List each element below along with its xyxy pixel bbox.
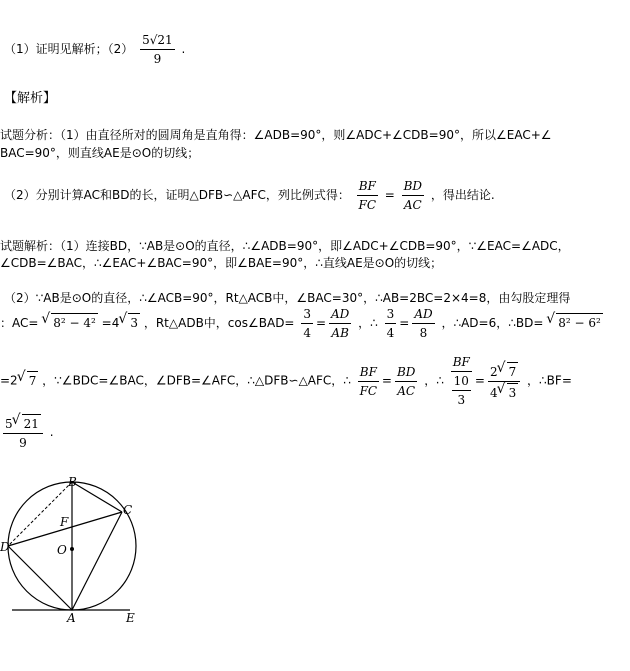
radicand: 3 bbox=[128, 313, 140, 331]
analysis-line-3-pre: （2）分别计算AC和BD的长，证明△DFB∽△AFC，列比例式得： bbox=[4, 188, 350, 202]
frac-num: BD bbox=[395, 364, 417, 382]
frac-den: 4 bbox=[386, 326, 395, 340]
analysis-line-3-post: ，得出结论. bbox=[430, 188, 495, 202]
frac-bd-ac bbox=[395, 364, 417, 399]
solution-line-1: 试题解析：（1）连接BD，∵AB是⊙O的直径，∴∠ADB=90°，即∠ADC+∠CDB=90°，∵∠EAC=∠ADC， bbox=[0, 239, 570, 253]
text: ，∴ bbox=[424, 373, 444, 388]
text: ，∴AD=6，∴BD= bbox=[441, 316, 544, 330]
sqrt bbox=[498, 362, 519, 380]
frac-ad-8 bbox=[412, 306, 434, 341]
radicand: 8² − 6² bbox=[556, 313, 603, 331]
frac-den: AC bbox=[403, 198, 422, 212]
label-b: B bbox=[68, 475, 77, 489]
analysis-line-3 bbox=[4, 178, 495, 213]
frac-den: 3 bbox=[457, 393, 466, 407]
label-d: D bbox=[0, 540, 10, 554]
answer-fraction bbox=[140, 32, 175, 67]
answer-frac-den: 9 bbox=[153, 52, 162, 66]
frac-den: AC bbox=[397, 383, 416, 398]
solution-line-5: =2√ 7 ，∵∠BDC=∠BAC，∠DFB=∠AFC，∴△DFB∽△AFC，∴ $\frac{BF}{FC}$ = $\frac{BD}{AC}$ ，∴ $\frac{BF}{\frac{10}{3}}$ = $\frac{2√ 7}{4√ 3}$ ，∴BF= bbox=[0, 354, 572, 408]
analysis-heading: 【解析】 bbox=[4, 91, 57, 106]
frac-3-4-b bbox=[385, 306, 397, 341]
analysis-line-1: 试题分析：（1）由直径所对的圆周角是直角得：∠ADB=90°，则∠ADC+∠CDB=90°，所以∠EAC+∠ bbox=[0, 128, 552, 142]
frac-den: AB bbox=[331, 326, 349, 340]
analysis-line-2: BAC=90°，则直线AE是⊙O的切线； bbox=[0, 146, 200, 160]
sqrt-bd bbox=[547, 313, 603, 331]
equals-sign: = bbox=[384, 188, 395, 202]
frac-num: BD bbox=[402, 178, 424, 196]
answer-frac-num: 5√21 bbox=[140, 32, 175, 50]
frac-bf-fc bbox=[358, 364, 379, 399]
frac-den: 4 bbox=[303, 326, 311, 340]
answer-line bbox=[4, 32, 185, 67]
coef: 4 bbox=[489, 385, 498, 400]
coef: 2 bbox=[489, 364, 498, 379]
frac-num: AD bbox=[329, 306, 351, 324]
frac-den-compound bbox=[451, 372, 472, 408]
final-answer bbox=[0, 414, 54, 451]
text: =4 bbox=[101, 316, 120, 330]
radicand: 7 bbox=[27, 371, 39, 389]
text: ，Rt△ADB中，cos∠BAD= bbox=[143, 316, 295, 330]
label-e: E bbox=[126, 611, 135, 625]
frac-num: AD bbox=[412, 306, 434, 324]
solution-line-3: （2）∵AB是⊙O的直径，∴∠ACB=90°，Rt△ACB中，∠BAC=30°，∴AB=2BC=2×4=8，由勾股定理得 bbox=[4, 291, 571, 305]
geometry-diagram bbox=[0, 475, 160, 635]
frac-ad-ab bbox=[329, 306, 351, 341]
text: =2 bbox=[0, 373, 18, 388]
frac-10-3 bbox=[452, 373, 471, 408]
frac-2sqrt7-4sqrt3 bbox=[488, 362, 520, 401]
radicand: 3 bbox=[507, 383, 519, 401]
answer-part1: （1）证明见解析；（2） bbox=[4, 42, 134, 56]
label-o: O bbox=[57, 543, 67, 557]
coef: 5 bbox=[5, 417, 13, 431]
answer-end: . bbox=[181, 42, 186, 56]
frac-den: 9 bbox=[19, 436, 27, 450]
frac-num: BF bbox=[358, 364, 379, 382]
frac-den: 8 bbox=[419, 326, 428, 340]
label-a: A bbox=[67, 611, 76, 625]
frac-num: 3 bbox=[385, 306, 397, 324]
text: ，∴ bbox=[358, 316, 378, 330]
final-fraction bbox=[3, 414, 43, 451]
center-dot bbox=[70, 547, 74, 551]
frac-num: 10 bbox=[452, 373, 471, 391]
label-f: F bbox=[60, 515, 69, 529]
solution-line-2: ∠CDB=∠BAC，∴∠EAC+∠BAC=90°，即∠BAE=90°，∴直线AE是⊙O的切线； bbox=[0, 256, 443, 270]
sqrt-ac bbox=[42, 313, 98, 331]
sqrt-3 bbox=[119, 313, 140, 331]
frac-num: BF bbox=[451, 354, 472, 372]
text: ，∵∠BDC=∠BAC，∠DFB=∠AFC，∴△DFB∽△AFC，∴ bbox=[42, 373, 351, 388]
radicand: 7 bbox=[507, 362, 519, 380]
radicand: 8² − 4² bbox=[51, 313, 98, 331]
text: ，∴BF= bbox=[527, 373, 572, 388]
frac-num bbox=[488, 362, 520, 382]
frac-num bbox=[3, 414, 43, 434]
frac-den: FC bbox=[359, 383, 378, 398]
frac-den bbox=[488, 382, 520, 401]
frac-bf-over-10-3 bbox=[451, 354, 472, 408]
final-end: . bbox=[49, 425, 54, 439]
radicand: 21 bbox=[22, 414, 41, 432]
label-c: C bbox=[123, 503, 133, 517]
segment-ca bbox=[72, 512, 122, 610]
text: ：AC= bbox=[0, 316, 39, 330]
frac-num: BF bbox=[357, 178, 378, 196]
sqrt bbox=[498, 383, 519, 401]
analysis-frac-bf-fc bbox=[357, 178, 378, 213]
frac-3-4 bbox=[301, 306, 313, 341]
frac-den: FC bbox=[358, 198, 377, 212]
analysis-frac-bd-ac bbox=[402, 178, 424, 213]
frac-num: 3 bbox=[301, 306, 313, 324]
sqrt-7 bbox=[18, 371, 39, 389]
sqrt bbox=[13, 414, 41, 432]
solution-line-4: ：AC= √ 8² − 4² =4√ 3 ，Rt△ADB中，cos∠BAD= $\frac{3}{4}$ = $\frac{AD}{AB}$ ，∴ $\frac{3}{4}$ = $\frac{AD}{8}$ ，∴AD=6，∴BD= √ 8² − 6² bbox=[0, 306, 603, 341]
